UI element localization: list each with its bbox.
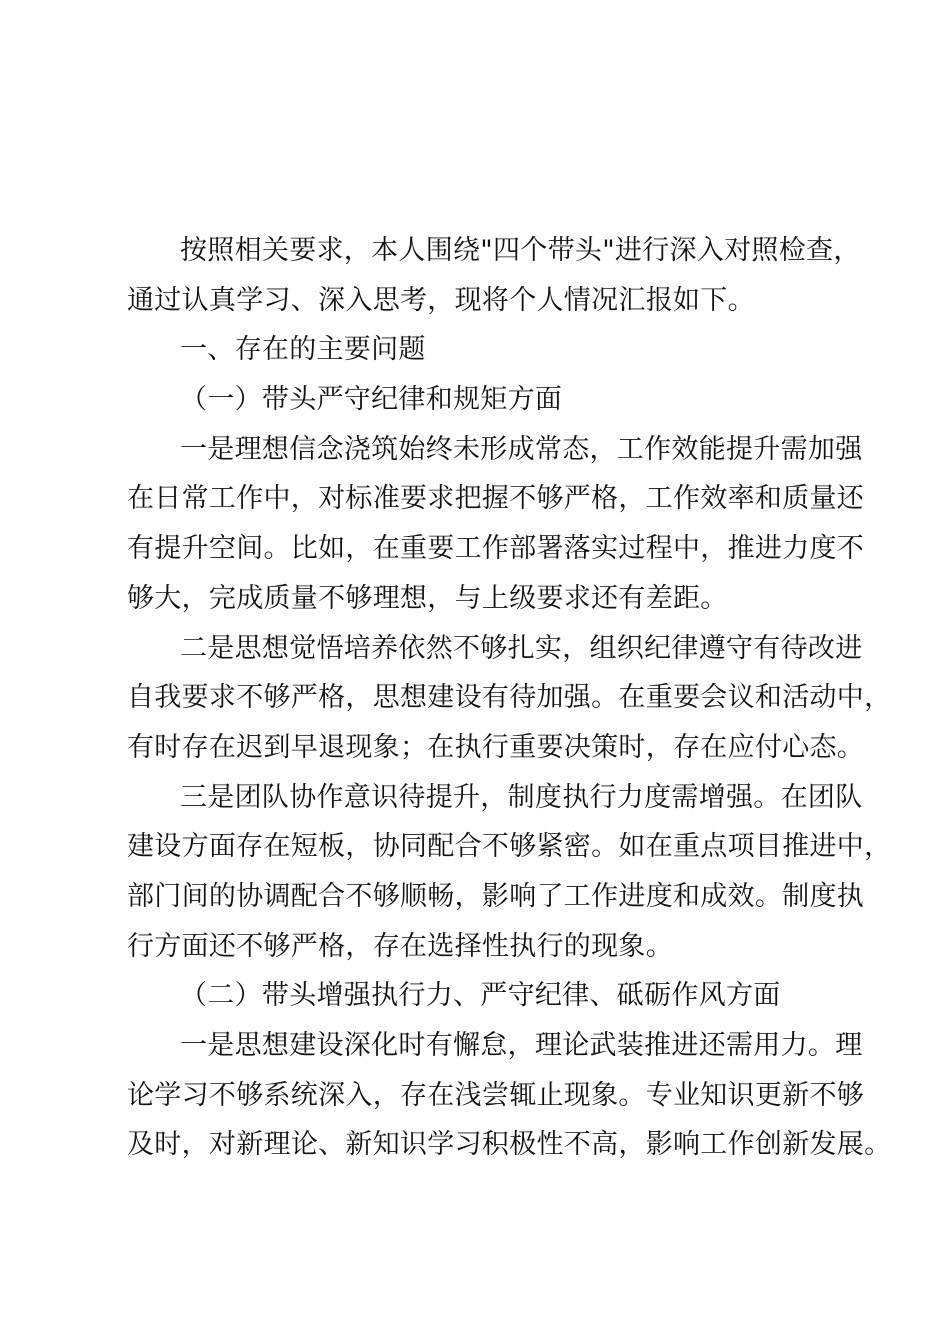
paragraph-intro-line-1: 按照相关要求，本人围绕"四个带头"进行深入对照检查， — [180, 235, 861, 266]
paragraph-line: 有时存在迟到早退现象；在执行重要决策时，存在应付心态。 — [127, 731, 865, 763]
subsection-heading-1: （一）带头严守纪律和规矩方面 — [180, 384, 563, 416]
paragraph-line: 三是团队协作意识待提升，制度执行力度需增强。在团队 — [180, 781, 863, 813]
paragraph-intro-line-2: 通过认真学习、深入思考，现将个人情况汇报如下。 — [127, 284, 755, 316]
subsection-heading-2: （二）带头增强执行力、严守纪律、砥砺作风方面 — [180, 980, 781, 1012]
paragraph-line: 有提升空间。比如，在重要工作部署落实过程中，推进力度不 — [127, 533, 865, 565]
paragraph-line: 及时，对新理论、新知识学习积极性不高，影响工作创新发展。 — [127, 1129, 892, 1161]
paragraph-line: 论学习不够系统深入，存在浅尝辄止现象。专业知识更新不够 — [127, 1079, 865, 1111]
paragraph-line: 一是理想信念浇筑始终未形成常态，工作效能提升需加强 — [180, 433, 863, 465]
document-body — [127, 226, 892, 1170]
paragraph-line: 建设方面存在短板，协同配合不够紧密。如在重点项目推进中， — [127, 831, 892, 863]
paragraph-line: 部门间的协调配合不够顺畅，影响了工作进度和成效。制度执 — [127, 880, 865, 912]
paragraph-line: 行方面还不够严格，存在选择性执行的现象。 — [127, 930, 673, 962]
paragraph-line: 一是思想建设深化时有懈怠，理论武装推进还需用力。理 — [180, 1030, 863, 1061]
paragraph-line: 在日常工作中，对标准要求把握不够严格，工作效率和质量还 — [127, 483, 865, 515]
paragraph-line: 二是思想觉悟培养依然不够扎实，组织纪律遵守有待改进 — [180, 632, 863, 664]
section-heading-1: 一、存在的主要问题 — [180, 334, 426, 366]
paragraph-line: 够大，完成质量不够理想，与上级要求还有差距。 — [127, 582, 728, 614]
paragraph-line: 自我要求不够严格，思想建设有待加强。在重要会议和活动中， — [127, 682, 892, 714]
